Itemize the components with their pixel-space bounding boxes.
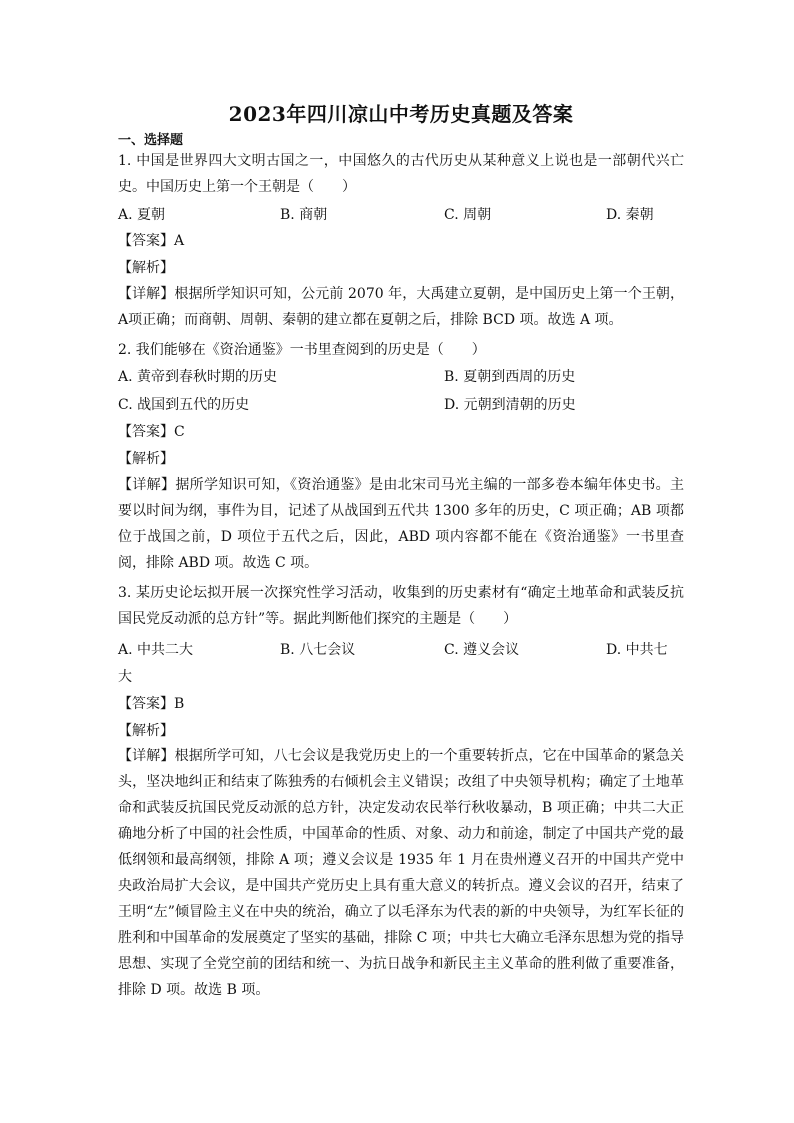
q2-detail: 【详解】据所学知识可知，《资治通鉴》是由北宋司马光主编的一部多卷本编年体史书。主要以时间为纲，事件为目，记述了从战国到五代共 1300 多年的历史，C 项正确；AB 项都位于战国之前，D 项位于五代之后，因此，ABD 项内容都不能在《资治通鉴》一书里查阅，排除 ABD 项。故选 C 项。 <box>118 477 684 571</box>
q1-option-a: A. 夏朝 <box>118 207 166 223</box>
q1-detail: 【详解】根据所学知识可知，公元前 2070 年，大禹建立夏朝，是中国历史上第一个王朝，A项正确；而商朝、周朝、秦朝的建立都在夏朝之后，排除 BCD 项。故选 A 项。 <box>118 286 684 328</box>
q2-option-a: A. 黄帝到春秋时期的历史 <box>118 369 278 385</box>
page-title: 2023年四川凉山中考历史真题及答案 <box>228 102 574 126</box>
q2-option-c: C. 战国到五代的历史 <box>118 397 250 413</box>
q2-answer: 【答案】C <box>118 424 185 440</box>
q3-option-b: B. 八七会议 <box>280 642 356 658</box>
q3-answer: 【答案】B <box>118 696 185 712</box>
q1-option-c: C. 周朝 <box>444 207 492 223</box>
q1-option-d: D. 秦朝 <box>606 207 654 223</box>
q3-detail: 【详解】根据所学可知，八七会议是我党历史上的一个重要转折点，它在中国革命的紧急关头，坚决地纠正和结束了陈独秀的右倾机会主义错误；改组了中央领导机构；确定了土地革命和武装反抗国民党反动派的总方针，决定发动农民举行秋收暴动，B 项正确；中共二大正确地分析了中国的社会性质，中国革命的性质、对象、动力和前途，制定了中国共产党的最低纲领和最高纲领，排除 A 项；遵义会议是 1935 年 1 月在贵州遵义召开的中国共产党中央政治局扩大会议，是中国共产党历史上具有重大意义的转折点。遵义会议的召开，结束了王明“左”倾冒险主义在中央的统治，确立了以毛泽东为代表的新的中央领导，为红军长征的胜利和中国革命的发展奠定了坚实的基础，排除 C 项；中共七大确立毛泽东思想为党的指导思想、实现了全党空前的团结和统一、为抗日战争和新民主主义革命的胜利做了重要准备，排除 D 项。故选 B 项。 <box>118 748 684 998</box>
question-1-stem: 1. 中国是世界四大文明古国之一，中国悠久的古代历史从某种意义上说也是一部朝代兴亡史。中国历史上第一个王朝是（ ） <box>118 153 684 195</box>
question-2-stem: 2. 我们能够在《资治通鉴》一书里查阅到的历史是（ ） <box>118 342 486 358</box>
question-3-stem: 3. 某历史论坛拟开展一次探究性学习活动，收集到的历史素材有“确定土地革命和武装反抗国民党反动派的总方针”等。据此判断他们探究的主题是（ ） <box>118 585 684 627</box>
section-heading: 一、选择题 <box>118 133 184 148</box>
q1-option-b: B. 商朝 <box>280 207 328 223</box>
q3-option-c: C. 遵义会议 <box>444 642 520 658</box>
q1-analysis-label: 【解析】 <box>118 260 174 276</box>
q1-answer: 【答案】A <box>118 233 185 249</box>
q2-option-b: B. 夏朝到西周的历史 <box>444 369 576 385</box>
q3-analysis-label: 【解析】 <box>118 723 174 739</box>
q3-option-d-wrap: 大 <box>118 669 132 685</box>
q2-analysis-label: 【解析】 <box>118 451 174 467</box>
q2-option-d: D. 元朝到清朝的历史 <box>444 397 576 413</box>
q3-option-a: A. 中共二大 <box>118 642 194 658</box>
q3-option-d: D. 中共七 <box>606 642 668 658</box>
